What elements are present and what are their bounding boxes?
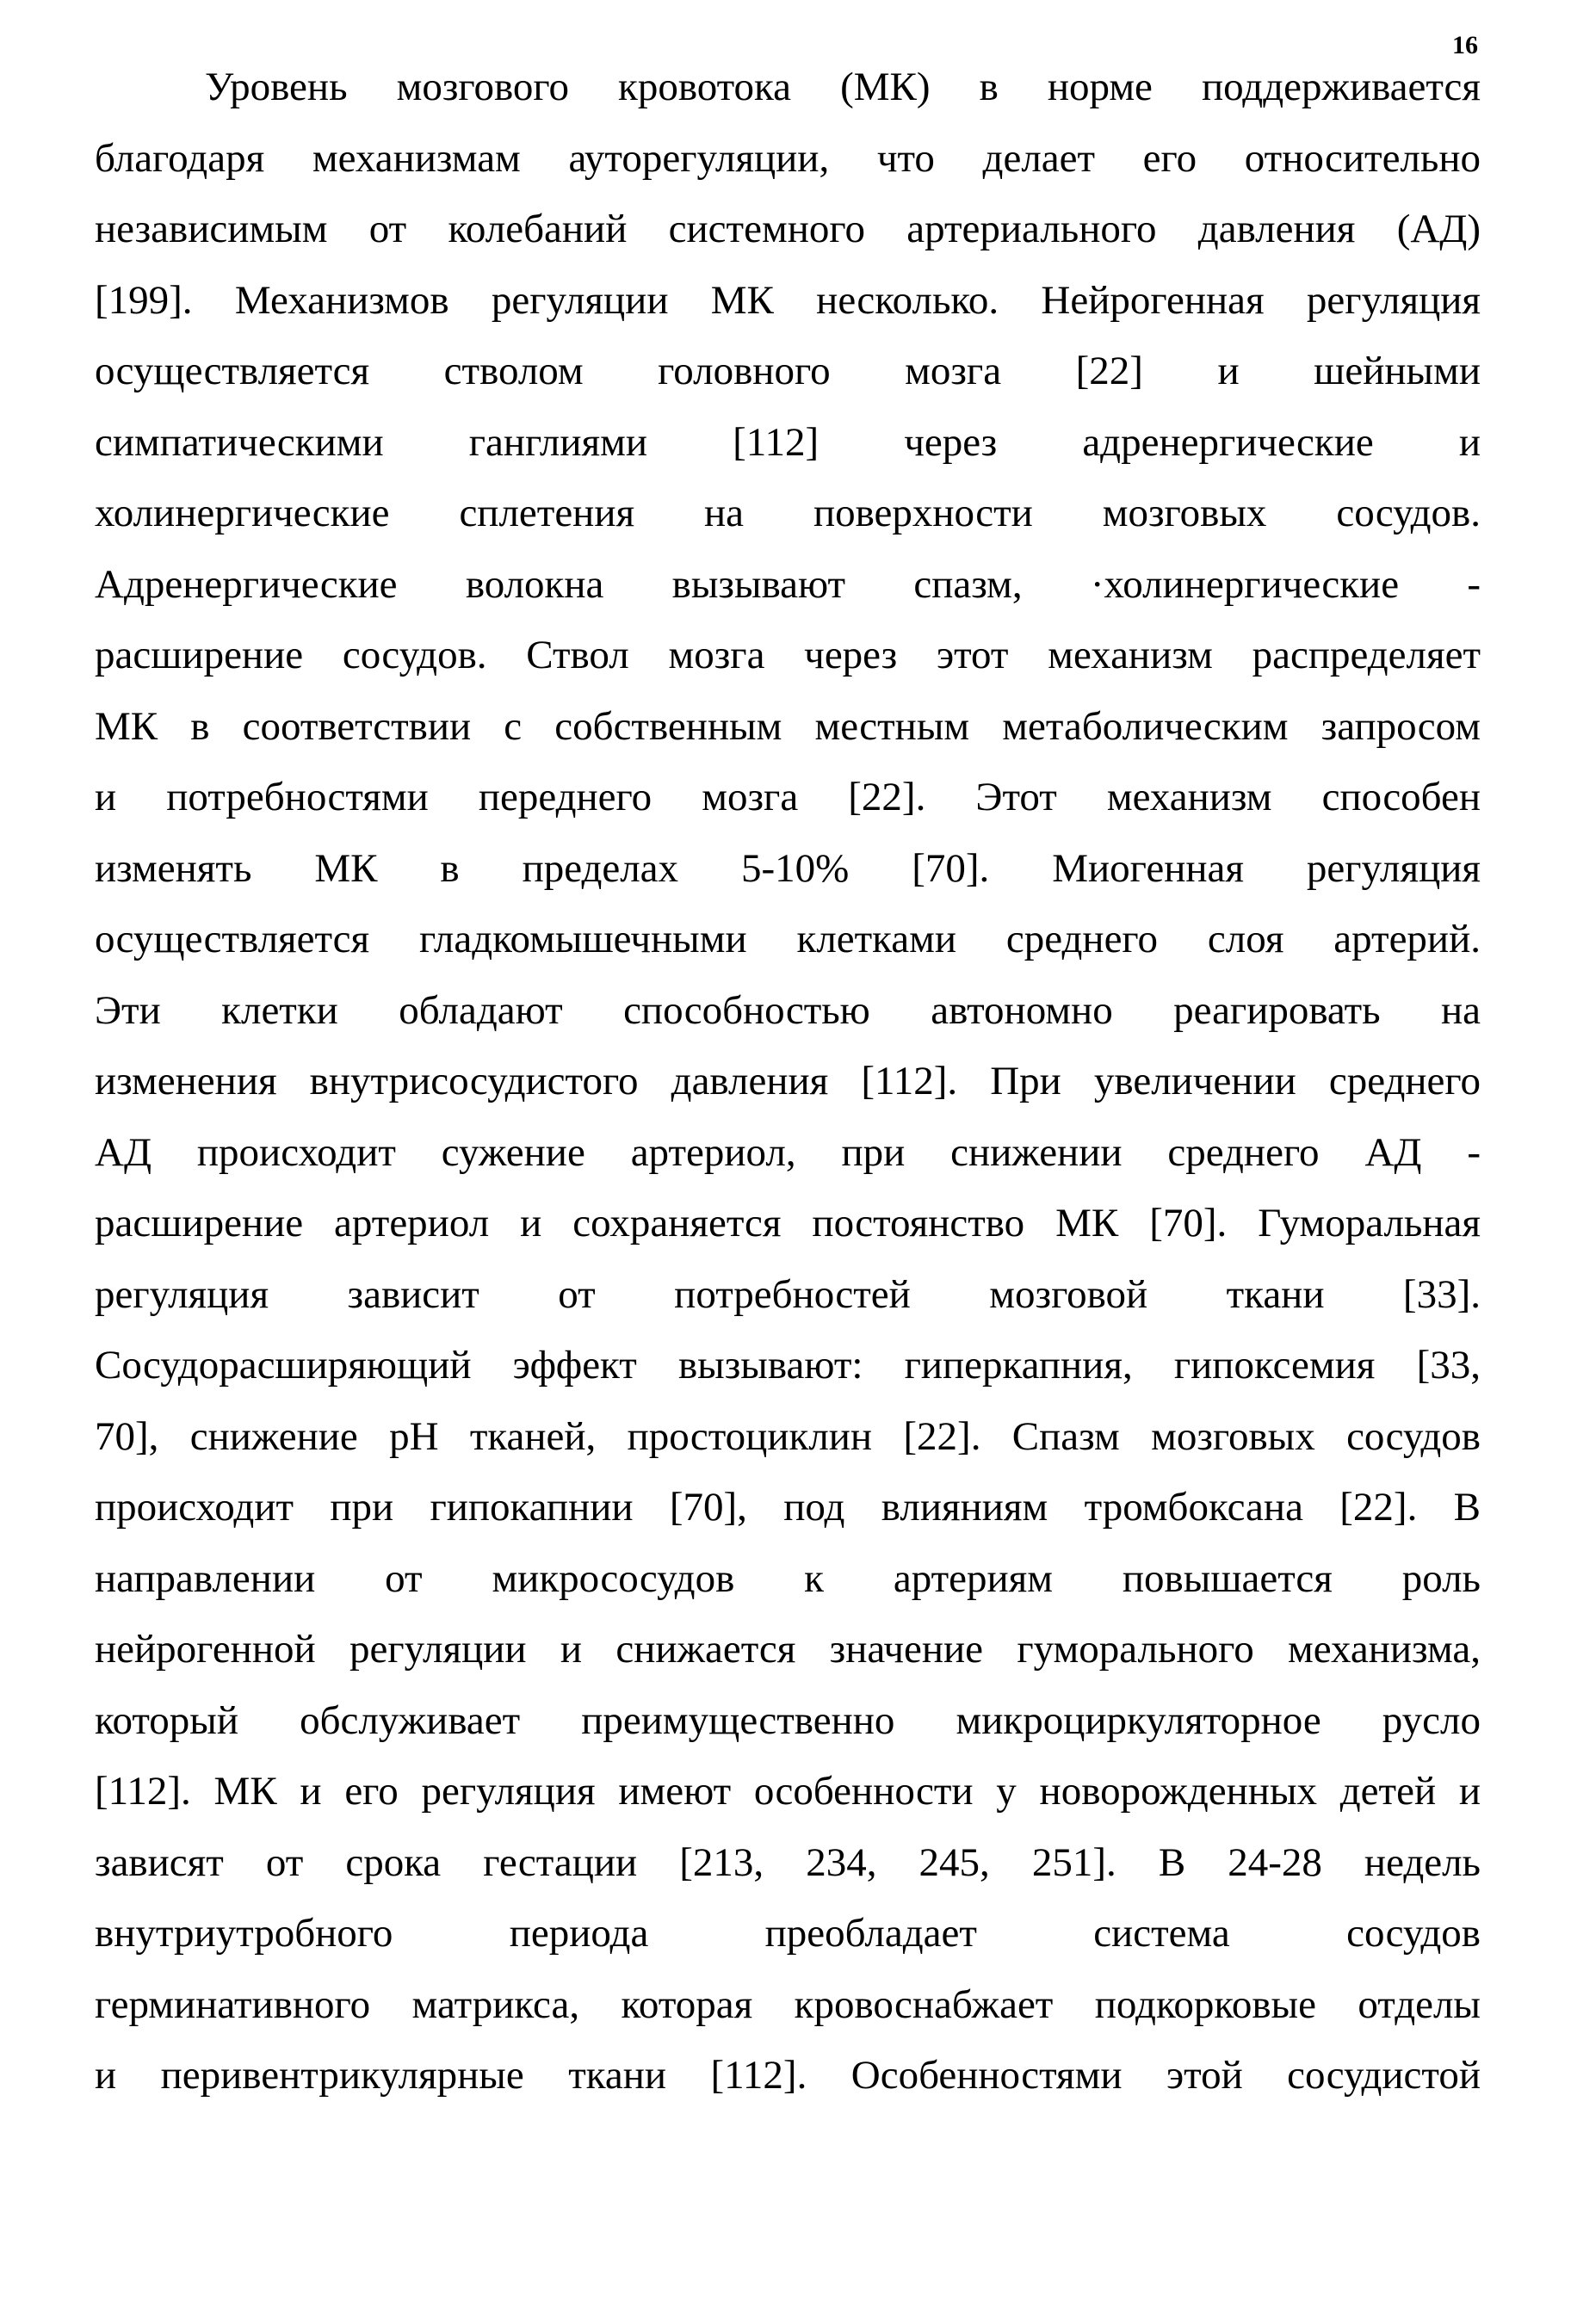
text-line: расширение сосудов. Ствол мозга через этот механизм распределяет [95,633,1481,677]
text-line: зависят от срока гестации [213, 234, 245, 251]. В 24-28 недель [95,1839,1481,1885]
text-line: Эти клетки обладают способностью автономно реагировать на [95,987,1481,1033]
text-line: [112]. МК и его регуляция имеют особенности у новорожденных детей и [95,1769,1481,1814]
text-line: герминативного матрикса, которая кровоснабжает подкорковые отделы [95,1981,1481,2027]
text-line: изменять МК в пределах 5-10% [70]. Миогенная регуляция [95,845,1481,891]
text-line: и перивентрикулярные ткани [112]. Особенностями этой сосудистой [95,2053,1481,2098]
text-line: и потребностями переднего мозга [22]. Этот механизм способен [95,775,1481,819]
text-line: осуществляется гладкомышечными клетками среднего слоя артерий. [95,917,1481,961]
text-line: расширение артериол и сохраняется постоянство МК [70]. Гуморальная [95,1201,1481,1245]
text-line: изменения внутрисосудистого давления [112]. При увеличении среднего [95,1059,1481,1103]
text-line: нейрогенной регуляции и снижается значение гуморального механизма, [95,1627,1481,1672]
text-line: Сосудорасширяющий эффект вызывают: гиперкапния, гипоксемия [33, [95,1343,1481,1388]
text-line: независимым от колебаний системного артериального давления (АД) [95,207,1481,251]
text-line: [199]. Механизмов регуляции МК несколько. Нейрогенная регуляция [95,277,1481,323]
text-line: симпатическими ганглиями [112] через адренергические и [95,419,1481,465]
text-line: осуществляется стволом головного мозга [22] и шейными [95,349,1481,393]
text-line: МК в соответствии с собственным местным метаболическим запросом [95,703,1481,749]
page-number: 16 [1452,31,1478,59]
body-paragraph [95,52,1481,2111]
text-line: благодаря механизмам ауторегуляции, что делает его относительно [95,135,1481,181]
text-line: Адренергические волокна вызывают спазм, ·холинергические - [95,561,1481,607]
text-line: происходит при гипокапнии [70], под влияниям тромбоксана [22]. В [95,1485,1481,1530]
text-line: внутриутробного периода преобладает система сосудов [95,1911,1481,1956]
text-line: холинергические сплетения на поверхности мозговых сосудов. [95,491,1481,535]
text-line: регуляция зависит от потребностей мозговой ткани [33]. [95,1271,1481,1317]
text-line: 70], снижение рН тканей, простоциклин [22]. Спазм мозговых сосудов [95,1413,1481,1459]
text-line: который обслуживает преимущественно микроциркуляторное русло [95,1697,1481,1743]
text-line: Уровень мозгового кровотока (МК) в норме поддерживается [205,65,1481,109]
text-line: направлении от микрососудов к артериям повышается роль [95,1555,1481,1601]
text-line: АД происходит сужение артериол, при снижении среднего АД - [95,1129,1481,1175]
